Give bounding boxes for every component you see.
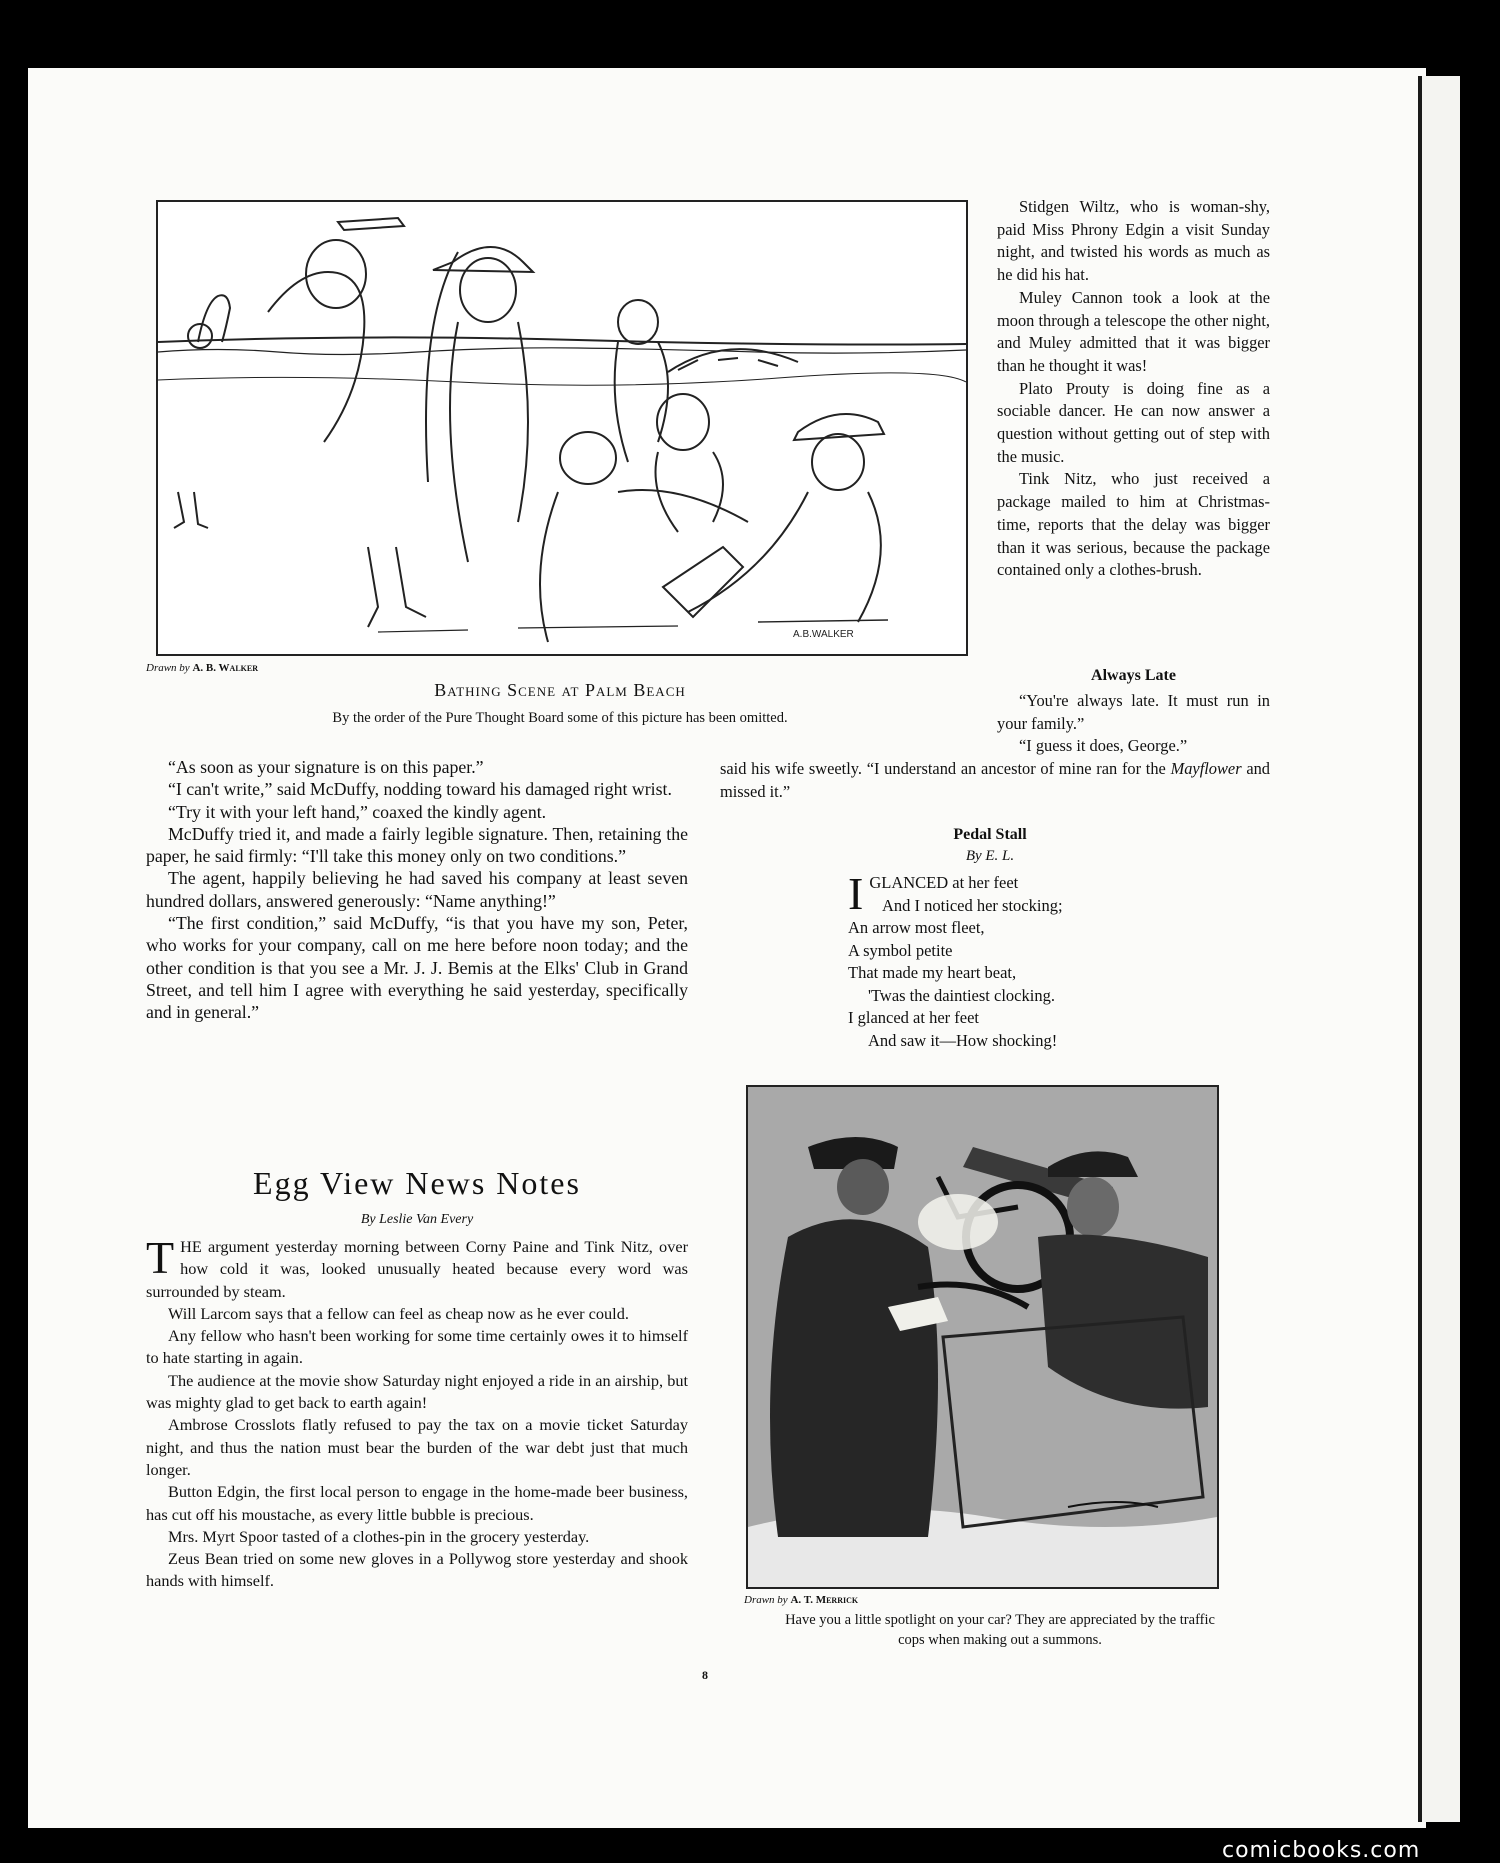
poem-line: I glanced at her feet <box>848 1008 980 1027</box>
poem-line: And saw it—How shocking! <box>868 1030 1058 1050</box>
traffic-cop-credit: Drawn by A. T. Merrick <box>744 1594 859 1606</box>
poem-line: 'Twas the daintiest clocking. <box>868 985 1055 1005</box>
story-para: McDuffy tried it, and made a fairly legible signature. Then, retaining the paper, he said firmly: “I'll take this money only on two conditions.” <box>146 823 688 867</box>
bathing-scene-subtitle: By the order of the Pure Thought Board some of this picture has been omitted. <box>332 710 788 726</box>
traffic-cop-caption: Have you a little spotlight on your car? They are appreciated by the traffic cops when making out a summons. <box>785 1612 1215 1648</box>
traffic-cop-drawing <box>748 1087 1217 1587</box>
pedal-stall-title: Pedal Stall <box>953 826 1027 843</box>
bathing-scene-illustration <box>156 200 968 656</box>
poem-first-line: GLANCED at her feet <box>869 873 1019 892</box>
mayflower-italic: Mayflower <box>1170 759 1242 778</box>
always-late-lines <box>997 690 1270 758</box>
egg-view-note: Mrs. Myrt Spoor tasted of a clothes-pin in the grocery yesterday. <box>168 1526 590 1546</box>
egg-view-note: Ambrose Crosslots flatly refused to pay the tax on a movie ticket Saturday night, and thus the nation must bear the burden of the war debt just that much longer. <box>146 1415 688 1479</box>
egg-view-note: Will Larcom says that a fellow can feel as cheap now as he ever could. <box>168 1303 629 1323</box>
bathing-scene-title: Bathing Scene at Palm Beach <box>434 680 686 700</box>
note-stidgen-wiltz: Stidgen Wiltz, who is woman-shy, paid Miss Phrony Edgin a visit Sunday night, and twisted his words as much as he did his hat. <box>997 197 1270 285</box>
egg-view-note: The audience at the movie show Saturday night enjoyed a ride in an airship, but was mighty glad to get back to earth again! <box>146 1370 688 1413</box>
artist-signature: A.B.WALKER <box>793 629 854 640</box>
story-para: The agent, happily believing he had saved his company at least seven hundred dollars, answered generously: “Name anything!” <box>146 868 688 911</box>
always-late-text-a: said his wife sweetly. “I understand an ancestor of mine ran for the <box>720 759 1171 778</box>
pedal-stall-byline: By E. L. <box>965 848 1015 864</box>
egg-view-first-note: HE argument yesterday morning between Corny Paine and Tink Nitz, over how cold it was, looked unusually heated because every word was surrounded by steam. <box>146 1237 688 1301</box>
always-late-punchline <box>720 758 1270 803</box>
story-para: “The first condition,” said McDuffy, “is that you have my son, Peter, who works for your company, call on me here before noon today; and the other condition is that you see a Mr. J. J. Bemis at the Elks' Club in Grand Street, and tell him I agree with everything he said yesterday, specifically and in general.” <box>146 913 688 1023</box>
poem-line: And I noticed her stocking; <box>882 895 1063 915</box>
mcduffy-story <box>146 756 688 1024</box>
note-muley-cannon: Muley Cannon took a look at the moon through a telescope the other night, and Muley admitted that it was bigger than he thought it was! <box>997 287 1270 375</box>
poem-dropcap: I <box>848 868 864 919</box>
egg-view-byline: By Leslie Van Every <box>360 1212 474 1227</box>
story-para: “I can't write,” said McDuffy, nodding toward his damaged right wrist. <box>168 779 672 800</box>
next-page-edge <box>1418 76 1460 1822</box>
right-column-notes <box>997 196 1270 582</box>
poem-line: A symbol petite <box>848 940 953 960</box>
egg-view-note: Any fellow who hasn't been working for some time certainly owes it to himself to hate starting in again. <box>146 1326 688 1368</box>
egg-view-dropcap: T <box>146 1232 175 1283</box>
egg-view-notes <box>146 1232 688 1593</box>
always-late-line-2: “I guess it does, George.” <box>1019 736 1188 756</box>
always-late-heading: Always Late <box>1091 667 1176 684</box>
always-late-text-b: and missed it.” <box>720 759 1270 801</box>
egg-view-note: Button Edgin, the first local person to engage in the home-made beer business, has cut off his moustache, as every little bubble is precious. <box>146 1482 688 1524</box>
note-tink-nitz: Tink Nitz, who just received a package mailed to him at Christmas-time, reports that the delay was bigger than it was serious, because the package contained only a clothes-brush. <box>997 469 1270 580</box>
traffic-cop-illustration <box>746 1085 1219 1589</box>
bathing-scene-credit: Drawn by A. B. Walker <box>146 662 258 674</box>
pedal-stall-poem <box>848 868 1148 1052</box>
egg-view-note: Zeus Bean tried on some new gloves in a Pollywog store yesterday and shook hands with himself. <box>146 1549 688 1591</box>
poem-line: That made my heart beat, <box>848 963 1017 982</box>
egg-view-heading: Egg View News Notes <box>253 1165 581 1201</box>
page-number: 8 <box>702 1668 708 1682</box>
poem-line: An arrow most fleet, <box>848 918 985 937</box>
story-para: “As soon as your signature is on this paper.” <box>168 757 484 777</box>
note-plato-prouty: Plato Prouty is doing fine as a sociable dancer. He can now answer a question without getting out of step with the music. <box>997 378 1270 466</box>
source-watermark: comicbooks.com <box>1222 1838 1421 1863</box>
story-para: “Try it with your left hand,” coaxed the kindly agent. <box>168 801 547 822</box>
always-late-line-1: “You're always late. It must run in your family.” <box>997 691 1270 733</box>
bathing-scene-drawing <box>158 202 966 654</box>
